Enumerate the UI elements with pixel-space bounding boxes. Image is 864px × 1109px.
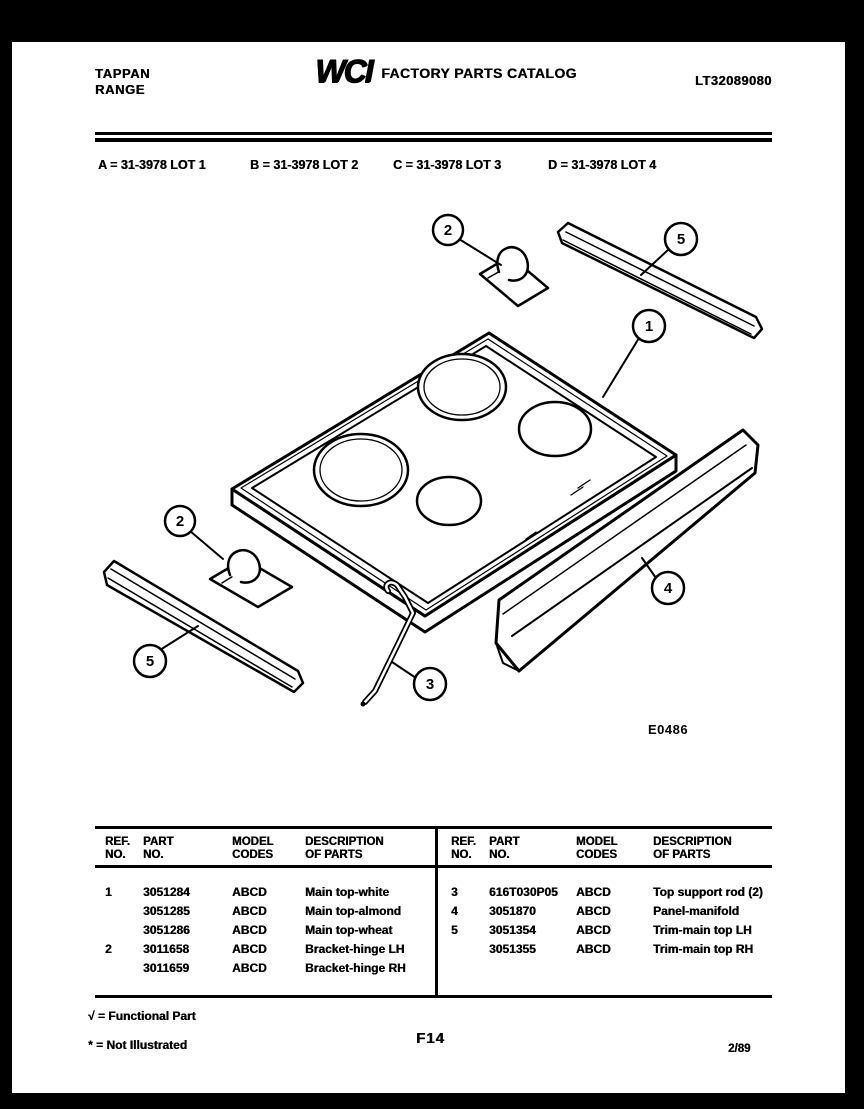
callout-1-main-top (603, 310, 665, 397)
table-row (95, 921, 435, 940)
col-part-no: PART NO. (143, 836, 174, 861)
cell-desc: Main top-white (305, 885, 389, 899)
table-row (438, 883, 772, 902)
cell-codes: ABCD (576, 942, 611, 956)
catalog-page (12, 42, 845, 1093)
catalog-title: FACTORY PARTS CATALOG (381, 65, 577, 81)
svg-text:2: 2 (175, 513, 185, 530)
callout-2-bracket-left (165, 506, 223, 559)
page-number: F14 (416, 1030, 445, 1047)
cell-part: 3051286 (143, 923, 190, 937)
table-header-right (438, 829, 772, 868)
table-body-right (438, 868, 772, 959)
cell-ref (105, 959, 143, 978)
part-bracket-hinge-top (480, 247, 548, 306)
col-model-codes: MODEL CODES (232, 836, 274, 861)
cell-part: 3051284 (143, 885, 190, 899)
cell-desc: Trim-main top RH (653, 942, 754, 956)
figure-code: E0486 (648, 722, 689, 737)
table-row (95, 902, 435, 921)
cell-part: 3051870 (489, 904, 536, 918)
svg-text:2: 2 (443, 222, 453, 239)
legend-not-illustrated: * = Not Illustrated (88, 1038, 188, 1052)
cell-codes: ABCD (232, 904, 267, 918)
cell-codes: ABCD (232, 923, 267, 937)
cell-part: 3051354 (489, 923, 536, 937)
col-part-no: PART NO. (489, 836, 520, 861)
table-header-left (95, 829, 435, 868)
cell-part: 3051285 (143, 904, 190, 918)
cell-ref: 5 (451, 923, 458, 937)
cell-codes: ABCD (232, 942, 267, 956)
cell-codes: ABCD (576, 923, 611, 937)
callout-3-support-rod (392, 662, 446, 700)
cell-codes: ABCD (232, 961, 267, 975)
cell-codes: ABCD (576, 904, 611, 918)
cell-part: 3011658 (143, 942, 190, 956)
cell-ref (105, 921, 143, 940)
callout-2-bracket-top (433, 215, 501, 265)
callout-4-panel (642, 558, 684, 604)
parts-table (95, 826, 772, 998)
parts-table-left (95, 829, 435, 995)
table-row (95, 959, 435, 978)
cell-part: 3011659 (143, 961, 190, 975)
cell-part: 3051355 (489, 942, 536, 956)
wci-logo: WCI (315, 53, 372, 89)
cell-desc: Main top-almond (305, 904, 401, 918)
cell-desc: Main top-wheat (305, 923, 393, 937)
cell-codes: ABCD (232, 885, 267, 899)
col-description: DESCRIPTION OF PARTS (305, 836, 384, 861)
cell-codes: ABCD (576, 885, 611, 899)
lot-code-c: C = 31-3978 LOT 3 (393, 158, 502, 172)
table-row (95, 883, 435, 902)
cell-part: 616T030P05 (489, 885, 558, 899)
brand-line1: TAPPAN (95, 66, 151, 81)
col-model-codes: MODEL CODES (576, 836, 618, 861)
svg-text:1: 1 (644, 318, 654, 335)
table-row (438, 902, 772, 921)
svg-text:5: 5 (145, 653, 155, 670)
table-row (438, 940, 772, 959)
cell-ref: 3 (451, 885, 458, 899)
lot-code-b: B = 31-3978 LOT 2 (250, 158, 359, 172)
cell-ref (451, 940, 489, 959)
callout-5-trim-bottom (134, 626, 198, 677)
svg-text:5: 5 (676, 231, 686, 248)
cell-ref: 1 (105, 885, 112, 899)
col-description: DESCRIPTION OF PARTS (653, 836, 732, 861)
lot-code-d: D = 31-3978 LOT 4 (548, 158, 657, 172)
revision-date: 2/89 (728, 1043, 751, 1055)
col-ref-no: REF. NO. (451, 836, 476, 861)
svg-text:3: 3 (425, 676, 435, 693)
brand-line2: RANGE (95, 82, 145, 97)
lot-code-a: A = 31-3978 LOT 1 (98, 158, 206, 172)
legend-functional-part: √ = Functional Part (88, 1009, 196, 1023)
callout-5-trim-top (641, 223, 697, 275)
parts-table-right (435, 829, 772, 995)
cell-ref: 2 (105, 942, 112, 956)
table-row (95, 940, 435, 959)
cell-desc: Panel-manifold (653, 904, 740, 918)
publication-number: LT32089080 (695, 73, 772, 88)
svg-text:4: 4 (663, 580, 673, 597)
cell-desc: Bracket-hinge LH (305, 942, 405, 956)
cell-ref (105, 902, 143, 921)
table-body-left (95, 868, 435, 978)
cell-desc: Bracket-hinge RH (305, 961, 406, 975)
table-row (438, 921, 772, 940)
cell-desc: Trim-main top LH (653, 923, 752, 937)
cell-ref: 4 (451, 904, 458, 918)
cell-desc: Top support rod (2) (653, 885, 763, 899)
col-ref-no: REF. NO. (105, 836, 130, 861)
